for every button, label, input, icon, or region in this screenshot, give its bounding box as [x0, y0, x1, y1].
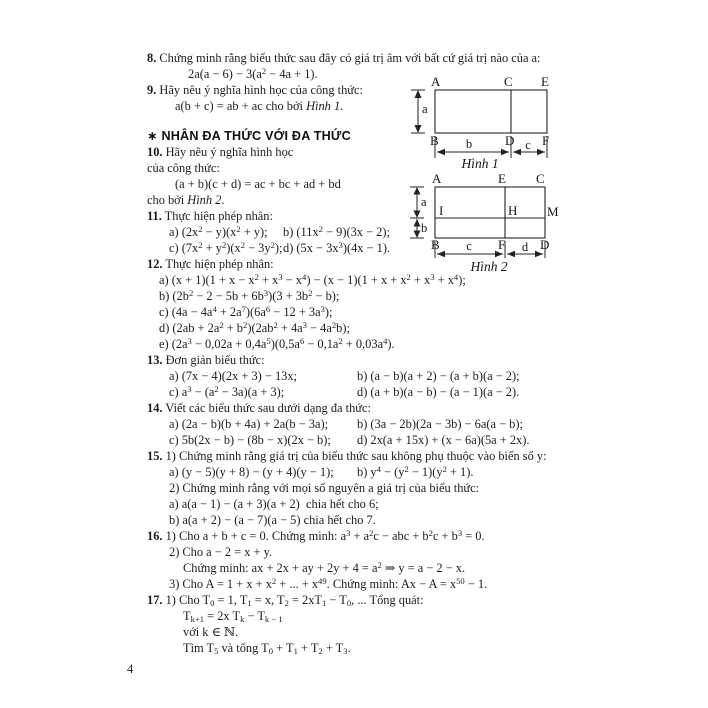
- doc-line: 15. 1) Chứng minh rằng giá trị của biểu thức sau không phụ thuộc vào biến số y:: [147, 449, 547, 463]
- doc-line-right: d) $(5x - 3x^3)(4x - 1)$.: [283, 240, 391, 255]
- doc-line: 17. 1) Cho $T_0 = 1$, $T_1 = x$, $T_2 = 2xT_1 - T_0$, ... Tổng quát:: [147, 593, 424, 608]
- doc-line: a(b + c) = ab + ac cho bởi Hình 1.: [175, 99, 344, 113]
- fig2-label-E: E: [498, 171, 506, 186]
- fig1-rectangle: [435, 90, 547, 133]
- doc-line: [169, 432, 647, 448]
- doc-line: của công thức:: [147, 161, 220, 175]
- doc-line: 8. Chứng minh rằng biểu thức sau đây có giá trị âm với bất cứ giá trị nào của a:: [147, 51, 541, 65]
- fig2-label-C: C: [536, 171, 545, 186]
- doc-line: [169, 464, 647, 480]
- doc-line-right: b) (3a − 2b)(2a − 3b) − 6a(a − b);: [357, 417, 523, 431]
- fig1-label-A: A: [431, 74, 441, 89]
- fig2-label-b: b: [421, 221, 428, 235]
- fig2-label-D: D: [540, 237, 550, 252]
- fig1-label-a: a: [422, 102, 428, 116]
- doc-line: 9. Hãy nêu ý nghĩa hình học của công thức:: [147, 83, 363, 97]
- doc-line-left: c) 5b(2x − b) − (8b − x)(2x − b);: [169, 433, 331, 447]
- fig2-label-a: a: [421, 195, 427, 209]
- doc-line-right: b) $y^4 - (y^2 - 1)(y^2 + 1)$.: [357, 464, 474, 479]
- doc-line: a) a(a − 1) − (a + 3)(a + 2) chia hết cho 6;: [169, 497, 379, 511]
- doc-line: với k ∈ ℕ.: [183, 625, 239, 639]
- doc-line: a) $(x + 1)(1 + x - x^2 + x^3 - x^4) - (x - 1)(1 + x + x^2 + x^3 + x^4)$;: [159, 272, 466, 287]
- fig1-label-c: c: [525, 138, 531, 152]
- fig2-caption: Hình 2: [470, 259, 508, 274]
- doc-line: 12. Thực hiện phép nhân:: [147, 257, 274, 271]
- fig2-label-d: d: [521, 240, 529, 254]
- fig2-label-I: I: [439, 203, 444, 218]
- fig2-label-F: F: [498, 237, 506, 252]
- doc-line: cho bởi Hình 2.: [147, 193, 225, 207]
- doc-line: e) $(2a^3 - 0,02a + 0,4a^5)(0,5a^6 - 0,1a^2 + 0,03a^4)$.: [159, 336, 395, 351]
- doc-line: [169, 368, 647, 384]
- doc-line-right: b) (a − b)(a + 2) − (a + b)(a − 2);: [357, 369, 520, 383]
- doc-line: [169, 416, 647, 432]
- doc-line: b) a(a + 2) − (a − 7)(a − 5) chia hết cho 7.: [169, 513, 376, 527]
- fig1-label-C: C: [504, 74, 513, 89]
- doc-line: $2a(a - 6) - 3(a^2 - 4a + 1)$.: [188, 66, 318, 81]
- doc-line: d) $(2ab + 2a^2 + b^2)(2ab^2 + 4a^3 - 4a^2b)$;: [159, 320, 350, 335]
- fig1-label-D: D: [505, 133, 515, 148]
- page-number: 4: [127, 662, 134, 676]
- fig2-label-B: B: [431, 237, 440, 252]
- fig1-caption: Hình 1: [461, 156, 499, 171]
- fig1-label-F: F: [542, 133, 550, 148]
- doc-line: 2) Chứng minh rằng với mọi số nguyên a giá trị của biểu thức:: [169, 481, 480, 495]
- doc-line-left: c) $a^3 - (a^2 - 3a)(a + 3)$;: [169, 384, 285, 399]
- doc-line: [169, 384, 647, 400]
- doc-line-right: b) $(11x^2 - 9)(3x - 2)$;: [283, 224, 390, 239]
- figure-2-drawing: [403, 168, 578, 276]
- fig2-label-A: A: [432, 171, 442, 186]
- doc-line: b) $(2b^2 - 2 - 5b + 6b^3)(3 + 3b^2 - b)$;: [159, 288, 340, 303]
- doc-line: 2) Cho a − 2 = x + y.: [169, 545, 273, 559]
- doc-line-left: c) $(7x^2 + y^2)(x^2 - 3y^2)$;: [169, 240, 283, 255]
- doc-line: (a + b)(c + d) = ac + bc + ad + bd: [175, 177, 341, 191]
- doc-line: Tìm $T_5$ và tổng $T_0 + T_1 + T_2 + T_3$.: [183, 641, 351, 656]
- doc-line: 13. Đơn giản biểu thức:: [147, 353, 265, 367]
- fig2-label-c: c: [466, 239, 472, 253]
- fig2-label-M: M: [547, 204, 559, 219]
- doc-line-right: d) (a + b)(a − b) − (a − 1)(a − 2).: [357, 385, 520, 399]
- fig1-label-E: E: [541, 74, 549, 89]
- doc-line: c) $(4a - 4a^4 + 2a^7)(6a^6 - 12 + 3a^3)$;: [159, 304, 333, 319]
- doc-line: 3) Cho $A = 1 + x + x^2$ + ... + $x^{49}$. Chứng minh: $Ax - A = x^{50} - 1$.: [169, 576, 488, 591]
- fig2-rectangle: [435, 187, 545, 238]
- fig1-label-B: B: [430, 133, 439, 148]
- doc-line-right: d) 2x(a + 15x) + (x − 6a)(5a + 2x).: [357, 433, 530, 447]
- doc-line-left: a) (2a − b)(b + 4a) + 2a(b − 3a);: [169, 417, 329, 431]
- text-column: [147, 50, 647, 656]
- doc-line-left: a) (7x − 4)(2x + 3) − 13x;: [169, 369, 297, 383]
- doc-line-left: a) $(2x^2 - y)(x^2 + y)$;: [169, 224, 268, 239]
- figure-1-drawing: [405, 72, 570, 172]
- doc-line: Chứng minh: ax + 2x + ay + $2y + 4 = a^2$ ⇒ y = a − 2 − x.: [183, 560, 466, 575]
- fig1-label-b: b: [465, 137, 473, 151]
- figure-hinh-2: [403, 168, 578, 281]
- fig2-dim-c-arrow: [435, 241, 545, 258]
- doc-line-left: a) (y − 5)(y + 8) − (y + 4)(y − 1);: [169, 465, 334, 479]
- doc-line: 10. Hãy nêu ý nghĩa hình học: [147, 145, 294, 159]
- doc-line: 16. 1) Cho a + b + c = 0. Chứng minh: $a^3 + a^2c$ − abc + $b^2c + b^3 = 0$.: [147, 528, 485, 543]
- fig2-label-H: H: [508, 203, 518, 218]
- doc-line: 14. Viết các biểu thức sau dưới dạng đa thức:: [147, 401, 371, 415]
- fig2-dim-b-arrow: [414, 219, 421, 238]
- figure-hinh-1: [405, 72, 570, 177]
- doc-line: $T_{k+1} = 2x$ $T_k - T_{k - 1}$: [183, 609, 283, 624]
- section-heading: ∗ NHÂN ĐA THỨC VỚI ĐA THỨC: [147, 129, 351, 143]
- doc-line: 11. Thực hiện phép nhân:: [147, 209, 273, 223]
